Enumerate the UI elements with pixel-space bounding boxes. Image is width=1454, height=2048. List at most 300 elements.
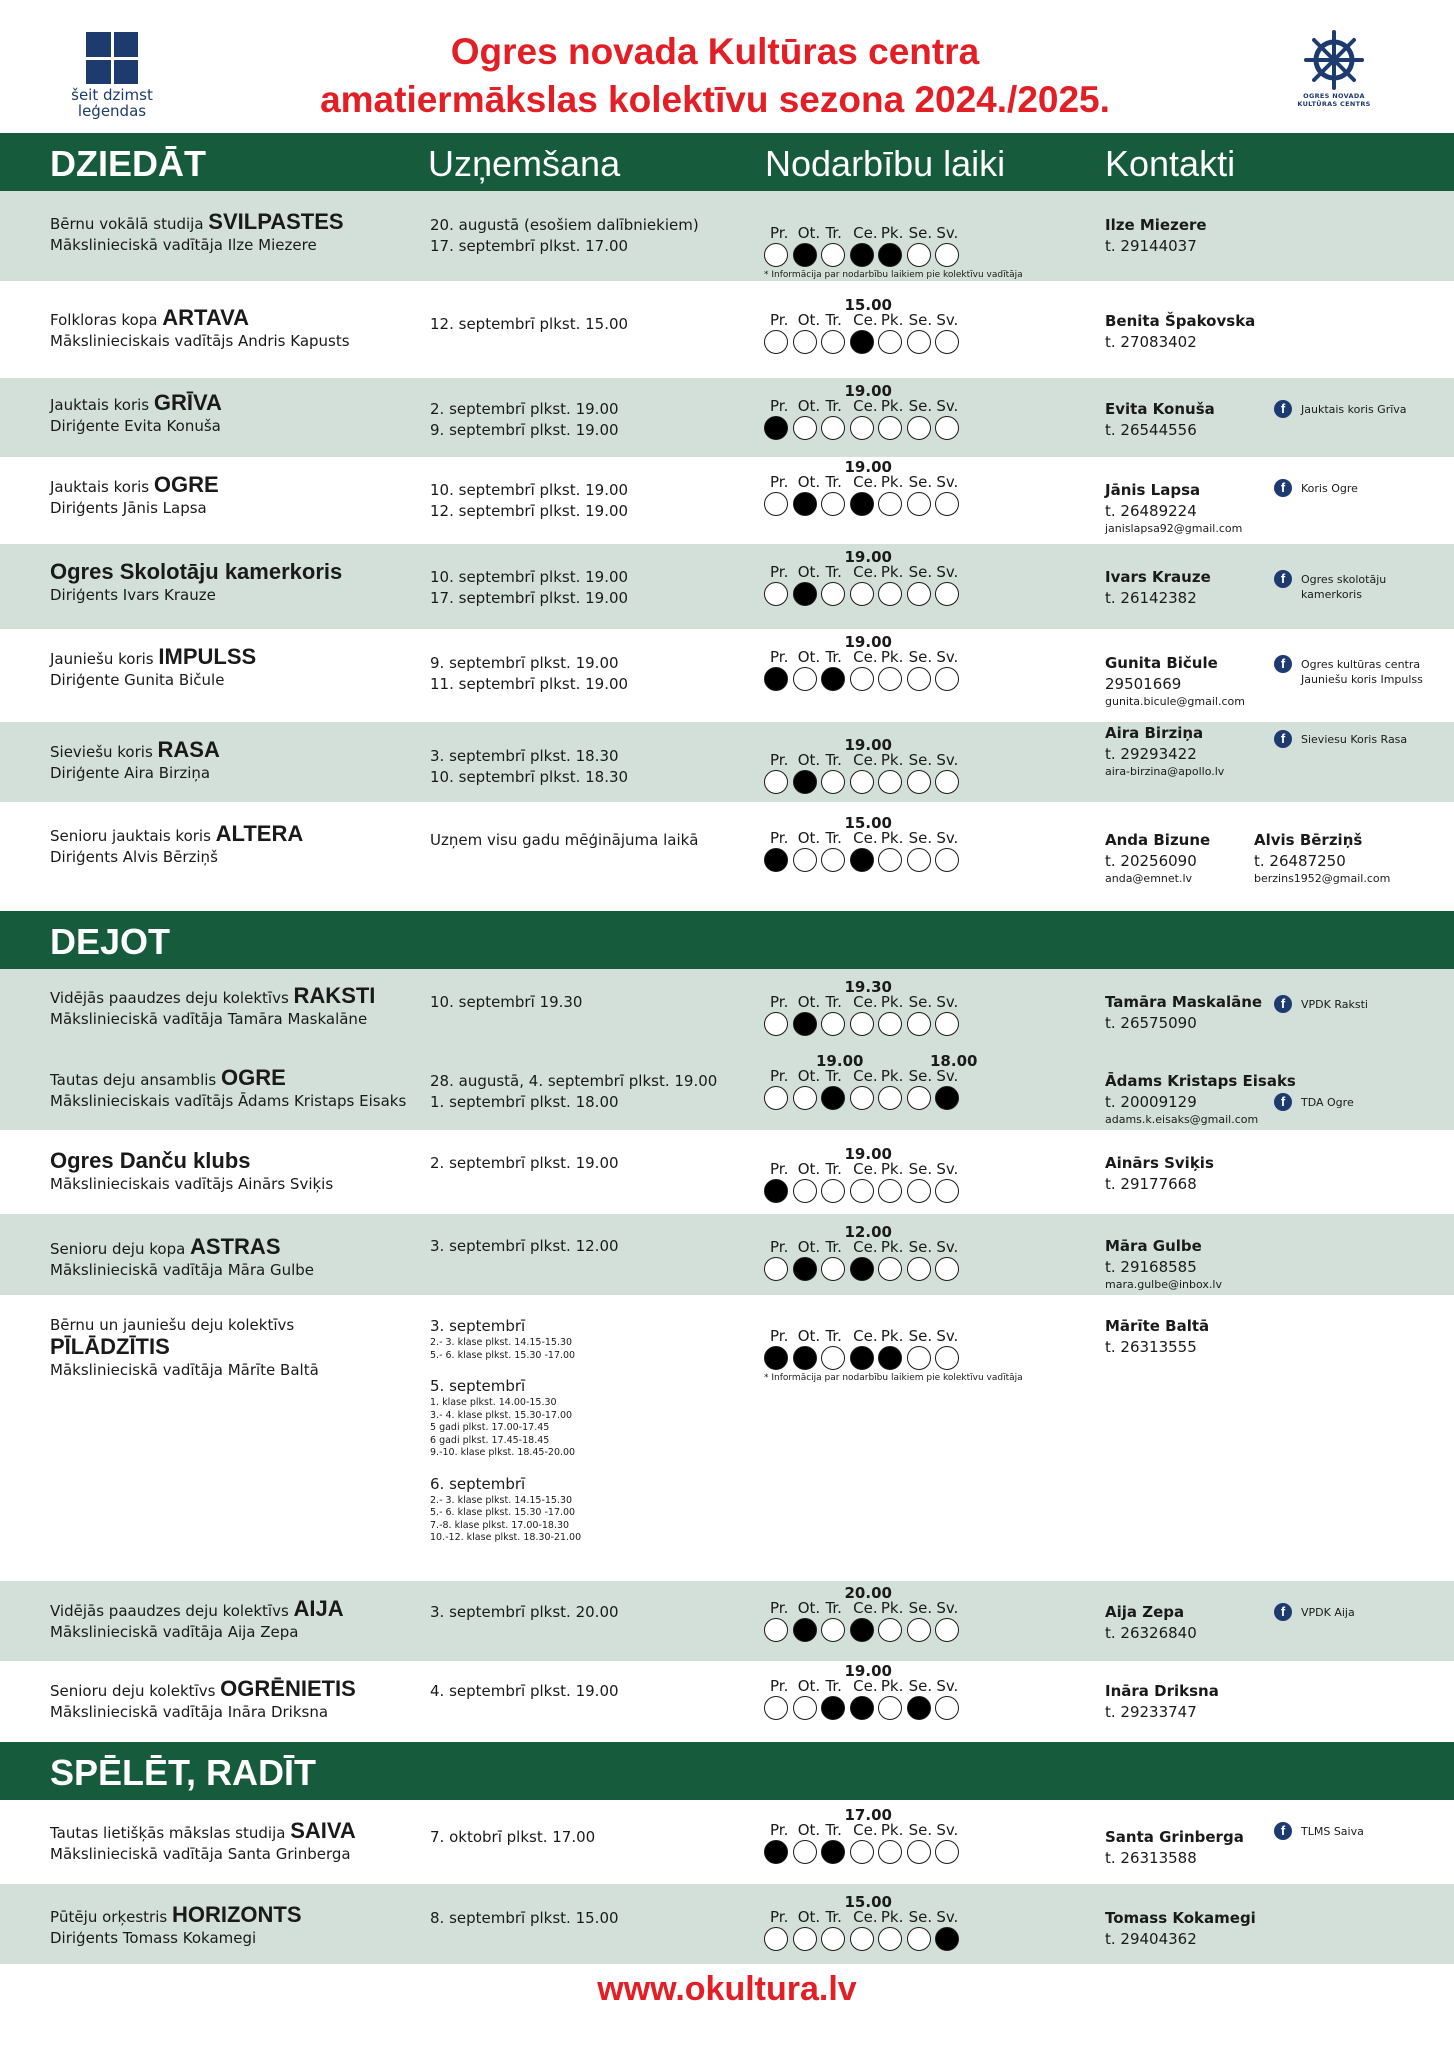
day-indicators — [764, 848, 964, 872]
day-indicator — [850, 416, 874, 440]
contact-phone[interactable]: t. 29144037 — [1105, 237, 1197, 255]
day-label: Pk. — [880, 397, 904, 415]
day-label: Se. — [908, 1160, 933, 1178]
table-row — [0, 544, 1454, 629]
day-label: Se. — [908, 993, 933, 1011]
day-indicator — [850, 1179, 874, 1203]
day-indicator — [793, 1696, 817, 1720]
contact-info — [1105, 830, 1210, 886]
day-label: Se. — [908, 1067, 933, 1085]
day-label: Sv. — [936, 1160, 959, 1178]
day-indicator — [935, 330, 959, 354]
weekly-schedule — [764, 1806, 964, 1864]
day-indicator — [935, 770, 959, 794]
weekly-schedule — [764, 1052, 978, 1110]
ensemble-title: ASTRAS — [190, 1234, 281, 1259]
day-label: Tr. — [825, 1677, 842, 1695]
weekly-schedule — [764, 548, 964, 606]
admission-date: 2. septembrī plkst. 19.00 — [430, 1154, 619, 1172]
logo-slogan-line: šeit dzimst — [71, 86, 153, 104]
day-label: Pk. — [880, 473, 904, 491]
contact-info-secondary — [1254, 830, 1390, 886]
contact-phone[interactable]: t. 26142382 — [1105, 589, 1197, 607]
day-indicator-active — [793, 492, 817, 516]
day-indicator — [878, 1618, 902, 1642]
day-indicator-active — [821, 1086, 845, 1110]
admission-info — [430, 1681, 619, 1702]
weekly-schedule — [764, 1223, 964, 1281]
day-indicator-active — [764, 848, 788, 872]
day-indicator — [907, 330, 931, 354]
contact-email[interactable]: mara.gulbe@inbox.lv — [1105, 1278, 1222, 1291]
day-indicator — [821, 1618, 845, 1642]
admission-date: 5. septembrī — [430, 1377, 526, 1395]
contact-phone[interactable]: t. 26326840 — [1105, 1624, 1197, 1642]
day-indicator — [821, 770, 845, 794]
day-indicator — [935, 667, 959, 691]
table-row — [0, 281, 1454, 378]
day-label: Ce. — [853, 397, 878, 415]
ensemble-name — [50, 1067, 406, 1112]
facebook-link[interactable] — [1274, 1093, 1354, 1111]
contact-phone[interactable]: 29501669 — [1105, 675, 1182, 693]
contact-name: Tamāra Maskalāne — [1105, 993, 1263, 1011]
admission-date: 10. septembrī 19.30 — [430, 993, 583, 1011]
contact-name: Aira Birziņa — [1105, 724, 1204, 742]
day-label: Ot. — [797, 1238, 821, 1256]
facebook-page-line: Ogres kultūras centra — [1301, 658, 1421, 671]
admission-info — [430, 653, 628, 695]
ensemble-name — [50, 1820, 356, 1865]
day-label: Sv. — [936, 563, 959, 581]
day-label: Pr. — [770, 1599, 789, 1617]
day-indicator — [935, 1257, 959, 1281]
day-labels — [770, 830, 964, 846]
admission-slot: 5 gadi plkst. 17.00-17.45 — [430, 1422, 550, 1433]
admission-info — [430, 746, 628, 788]
day-indicator — [935, 1696, 959, 1720]
table-row — [0, 457, 1454, 544]
section-title: SPĒLĒT, RADĪT — [50, 1752, 317, 1793]
ensemble-title: RAKSTI — [293, 983, 376, 1008]
day-indicators — [764, 667, 964, 691]
day-label: Pk. — [880, 993, 904, 1011]
facebook-icon: f — [1274, 1822, 1292, 1840]
day-indicator — [850, 1012, 874, 1036]
schedule-hours — [764, 633, 964, 649]
ensemble-title-line — [50, 1150, 333, 1174]
schedule-hours — [764, 458, 964, 474]
day-indicator — [793, 1840, 817, 1864]
schedule-time: 17.00 — [844, 1806, 892, 1824]
contact-phone[interactable]: t. 29233747 — [1105, 1703, 1197, 1721]
ensemble-type: Tautas lietišķās mākslas studija — [50, 1824, 291, 1842]
ensemble-leader: Diriģents Ivars Krauze — [50, 586, 216, 604]
day-labels — [770, 564, 964, 580]
contact-phone[interactable]: t. 29293422 — [1105, 745, 1197, 763]
ensemble-leader: Diriģents Tomass Kokamegi — [50, 1929, 257, 1947]
day-indicator — [764, 1618, 788, 1642]
contact-phone[interactable]: t. 26313588 — [1105, 1849, 1197, 1867]
contact-info — [1105, 399, 1215, 441]
weekly-schedule — [764, 382, 964, 440]
day-indicator — [850, 770, 874, 794]
ensemble-title: SAIVA — [290, 1818, 356, 1843]
table-row — [0, 1661, 1454, 1742]
ensemble-title: Ogres Danču klubs — [50, 1148, 251, 1173]
facebook-link[interactable] — [1274, 1603, 1355, 1621]
day-indicator-active — [821, 1840, 845, 1864]
ensemble-title-line — [50, 211, 344, 235]
day-label: Pr. — [770, 397, 789, 415]
admission-date: 10. septembrī plkst. 19.00 — [430, 481, 629, 499]
table-row — [0, 722, 1454, 802]
day-label: Ce. — [853, 563, 878, 581]
day-indicator-active — [850, 848, 874, 872]
day-indicators — [764, 243, 964, 267]
column-header-schedule: Nodarbību laiki — [765, 143, 1006, 184]
spacer — [430, 1460, 581, 1474]
day-label: Ot. — [797, 1599, 821, 1617]
day-label: Se. — [908, 473, 933, 491]
day-label: Pr. — [770, 993, 789, 1011]
day-label: Sv. — [936, 311, 959, 329]
day-indicator — [878, 848, 902, 872]
day-indicator — [907, 1618, 931, 1642]
facebook-page-line: Jauniešu koris Impulss — [1301, 673, 1423, 686]
day-indicator — [935, 416, 959, 440]
ensemble-type: Vidējās paaudzes deju kolektīvs — [50, 1602, 294, 1620]
ensemble-title-line — [50, 739, 220, 763]
ensemble-title: IMPULSS — [158, 644, 257, 669]
admission-info — [430, 830, 699, 851]
ensemble-name — [50, 1904, 302, 1949]
ensemble-type: Pūtēju orķestris — [50, 1908, 172, 1926]
ensemble-leader: Diriģente Evita Konuša — [50, 417, 221, 435]
ensemble-name — [50, 1315, 319, 1381]
ensemble-leader: Mākslinieciskais vadītājs Ādams Kristaps Eisaks — [50, 1092, 407, 1110]
day-indicator-active — [935, 1086, 959, 1110]
day-indicators — [764, 1012, 964, 1036]
admission-info — [430, 992, 582, 1013]
facebook-page-name — [1301, 1605, 1355, 1620]
contact-name: Santa Grinberga — [1105, 1828, 1244, 1846]
schedule-time: 19.00 — [844, 1662, 892, 1680]
day-label: Se. — [908, 563, 933, 581]
day-indicator — [764, 243, 788, 267]
day-indicator — [907, 667, 931, 691]
website-link[interactable]: www.okultura.lv — [597, 1970, 857, 2008]
section-title: DEJOT — [50, 921, 171, 962]
admission-slot: 6 gadi plkst. 17.45-18.45 — [430, 1434, 550, 1446]
contact-info — [1105, 992, 1262, 1034]
day-indicator — [878, 1179, 902, 1203]
weekly-schedule — [764, 814, 964, 872]
facebook-page-line: Jauktais koris Grīva — [1301, 403, 1407, 416]
day-label: Ot. — [797, 648, 821, 666]
contact-phone[interactable]: t. 26544556 — [1105, 421, 1197, 439]
schedule-time: 15.00 — [844, 296, 892, 314]
day-indicator-active — [764, 1346, 788, 1370]
schedule-time: 15.00 — [844, 814, 892, 832]
ensemble-type: Folkloras kopa — [50, 311, 163, 329]
day-indicator — [907, 848, 931, 872]
day-label: Se. — [908, 751, 933, 769]
contact-name: Anda Bizune — [1105, 831, 1211, 849]
facebook-page-name — [1301, 481, 1358, 496]
day-label: Ce. — [853, 1327, 878, 1345]
day-label: Ot. — [797, 1821, 821, 1839]
contact-phone[interactable]: t. 26487250 — [1254, 852, 1346, 870]
facebook-link[interactable] — [1274, 730, 1407, 748]
day-labels — [770, 1328, 964, 1344]
day-indicator — [850, 1086, 874, 1110]
admission-info — [430, 567, 628, 609]
facebook-page-line: VPDK Aija — [1301, 1606, 1355, 1619]
contact-phone[interactable]: t. 20256090 — [1105, 852, 1197, 870]
day-label: Tr. — [825, 648, 842, 666]
day-label: Sv. — [936, 1327, 959, 1345]
day-indicator-active — [850, 1346, 874, 1370]
day-labels — [770, 1822, 964, 1838]
ensemble-title-line — [50, 1336, 319, 1360]
day-indicators — [764, 1840, 964, 1864]
day-indicator — [907, 1179, 931, 1203]
contact-email[interactable]: gunita.bicule@gmail.com — [1105, 695, 1245, 708]
day-label: Tr. — [825, 1067, 842, 1085]
weekly-schedule — [764, 1145, 964, 1203]
contact-info — [1105, 1681, 1219, 1723]
day-indicator-active — [764, 416, 788, 440]
facebook-page-line: VPDK Raksti — [1301, 998, 1368, 1011]
day-indicator-active — [793, 1346, 817, 1370]
facebook-link[interactable] — [1274, 655, 1423, 687]
day-label: Tr. — [825, 993, 842, 1011]
day-indicator — [764, 770, 788, 794]
admission-date: 9. septembrī plkst. 19.00 — [430, 654, 619, 672]
day-indicator — [935, 1840, 959, 1864]
day-label: Pr. — [770, 1067, 789, 1085]
facebook-page-name — [1301, 732, 1407, 747]
table-row — [0, 1581, 1454, 1661]
day-label: Se. — [908, 397, 933, 415]
schedule-note: * Informācija par nodarbību laikiem pie kolektīvu vadītāja — [764, 270, 1023, 280]
facebook-page-name — [1301, 1824, 1364, 1839]
facebook-link[interactable] — [1274, 1822, 1364, 1840]
contact-email[interactable]: adams.k.eisaks@gmail.com — [1105, 1113, 1259, 1126]
day-label: Pk. — [880, 1067, 904, 1085]
day-label: Pr. — [770, 1821, 789, 1839]
ensemble-title-line — [50, 646, 256, 670]
ensemble-type: Jauktais koris — [50, 478, 154, 496]
ensemble-leader: Diriģents Alvis Bērziņš — [50, 848, 218, 866]
contact-info — [1105, 480, 1242, 536]
facebook-page-line: Ogres skolotāju — [1301, 573, 1387, 586]
day-indicator — [878, 492, 902, 516]
facebook-page-name — [1301, 572, 1386, 602]
contact-email[interactable]: berzins1952@gmail.com — [1254, 872, 1391, 885]
day-indicator — [764, 492, 788, 516]
schedule-time: 20.00 — [844, 1584, 892, 1602]
weekly-schedule — [764, 458, 964, 516]
schedule-time: 18.00 — [930, 1052, 978, 1070]
facebook-page-name — [1301, 997, 1368, 1012]
admission-info — [430, 480, 628, 522]
day-label: Se. — [908, 1327, 933, 1345]
spacer — [430, 1362, 581, 1376]
facebook-link[interactable] — [1274, 570, 1386, 602]
day-label: Ot. — [797, 224, 821, 242]
day-indicator-active — [793, 1012, 817, 1036]
table-row — [0, 1050, 1454, 1130]
ensemble-title: AIJA — [293, 1596, 344, 1621]
contact-name: Jānis Lapsa — [1105, 481, 1201, 499]
day-indicator-active — [850, 492, 874, 516]
contact-phone[interactable]: t. 29177668 — [1105, 1175, 1197, 1193]
day-label: Pr. — [770, 1238, 789, 1256]
contact-phone[interactable]: t. 29168585 — [1105, 1258, 1197, 1276]
contact-phone[interactable]: t. 26575090 — [1105, 1014, 1197, 1032]
ship-wheel-icon — [1302, 28, 1366, 92]
contact-email[interactable]: anda@emnet.lv — [1105, 872, 1193, 885]
day-indicator-active — [821, 667, 845, 691]
day-indicators — [764, 492, 964, 516]
ensemble-type: Senioru deju kopa — [50, 1240, 191, 1258]
contact-phone[interactable]: t. 27083402 — [1105, 333, 1197, 351]
schedule-hours — [764, 1806, 964, 1822]
day-indicator — [935, 1012, 959, 1036]
day-indicator — [764, 582, 788, 606]
day-label: Se. — [908, 829, 933, 847]
day-labels — [770, 1161, 964, 1177]
ensemble-leader: Mākslinieciskais vadītājs Ainārs Sviķis — [50, 1175, 334, 1193]
ensemble-name — [50, 823, 303, 868]
admission-slot: 1. klase plkst. 14.00-15.30 — [430, 1397, 557, 1408]
ensemble-type: Senioru jauktais koris — [50, 827, 216, 845]
day-label: Tr. — [825, 311, 842, 329]
facebook-page-line: kamerkoris — [1301, 588, 1362, 601]
contact-name: Ilze Miezere — [1105, 216, 1207, 234]
ogre-logo — [62, 32, 162, 122]
weekly-schedule — [764, 1312, 1023, 1383]
contact-info — [1105, 1316, 1209, 1358]
facebook-link[interactable] — [1274, 995, 1368, 1013]
day-label: Tr. — [825, 397, 842, 415]
day-indicator-active — [878, 1346, 902, 1370]
contact-phone[interactable]: t. 26489224 — [1105, 502, 1197, 520]
day-label: Se. — [908, 311, 933, 329]
day-indicator-active — [907, 1696, 931, 1720]
day-indicators — [764, 1257, 964, 1281]
schedule-time: 19.30 — [844, 978, 892, 996]
schedule-time: 19.00 — [844, 736, 892, 754]
day-label: Tr. — [825, 473, 842, 491]
day-indicator-active — [793, 243, 817, 267]
day-label: Sv. — [936, 993, 959, 1011]
day-label: Tr. — [825, 1599, 842, 1617]
day-label: Pr. — [770, 224, 789, 242]
contact-phone[interactable]: t. 20009129 — [1105, 1093, 1197, 1111]
day-indicator — [793, 1086, 817, 1110]
day-label: Pr. — [770, 751, 789, 769]
schedule-hours — [764, 1662, 964, 1678]
day-indicator — [793, 1927, 817, 1951]
day-indicator-active — [935, 1927, 959, 1951]
ensemble-leader: Mākslinieciskā vadītāja Māra Gulbe — [50, 1261, 315, 1279]
contact-name: Ainārs Sviķis — [1105, 1154, 1214, 1172]
facebook-link[interactable] — [1274, 479, 1358, 497]
day-label: Ot. — [797, 1677, 821, 1695]
contact-phone[interactable]: t. 26313555 — [1105, 1338, 1197, 1356]
day-indicator — [907, 1257, 931, 1281]
day-indicator — [821, 582, 845, 606]
admission-slot: 10.-12. klase plkst. 18.30-21.00 — [430, 1532, 582, 1543]
ensemble-name — [50, 211, 344, 256]
day-indicator — [821, 848, 845, 872]
day-label: Ot. — [797, 1067, 821, 1085]
admission-date: 6. septembrī — [430, 1474, 526, 1493]
ensemble-title-line — [50, 823, 303, 847]
day-label: Sv. — [936, 1908, 959, 1926]
contact-name: Evita Konuša — [1105, 400, 1215, 418]
day-label: Tr. — [825, 751, 842, 769]
day-indicator — [878, 1086, 902, 1110]
day-label: Ce. — [853, 1599, 878, 1617]
day-label: Pk. — [880, 224, 904, 242]
admission-slot: 7.-8. klase plkst. 17.00-18.30 — [430, 1519, 570, 1531]
day-label: Ot. — [797, 311, 821, 329]
schedule-time: 19.00 — [844, 382, 892, 400]
admission-date: 3. septembrī plkst. 20.00 — [430, 1603, 619, 1621]
contact-info — [1105, 1153, 1214, 1195]
day-label: Se. — [908, 648, 933, 666]
schedule-time: 19.00 — [844, 548, 892, 566]
day-label: Pk. — [880, 1238, 904, 1256]
ensemble-leader: Mākslinieciskais vadītājs Andris Kapusts — [50, 332, 350, 350]
contact-phone[interactable]: t. 29404362 — [1105, 1930, 1197, 1948]
ensemble-title: HORIZONTS — [171, 1902, 302, 1927]
day-indicator — [878, 770, 902, 794]
schedule-hours — [764, 1145, 964, 1161]
section-bar-play — [0, 1742, 1454, 1800]
admission-info — [430, 1153, 619, 1174]
day-label: Sv. — [936, 1599, 959, 1617]
day-indicator — [821, 416, 845, 440]
day-label: Pr. — [770, 1908, 789, 1926]
day-indicators — [764, 416, 964, 440]
admission-info — [430, 215, 699, 257]
logo-slogan-line: leģendas — [77, 102, 147, 120]
admission-date: 3. septembrī plkst. 18.30 — [430, 747, 619, 765]
day-label: Ot. — [797, 473, 821, 491]
day-indicator — [878, 416, 902, 440]
contact-email[interactable]: aira-birzina@apollo.lv — [1105, 765, 1225, 778]
contact-email[interactable]: janislapsa92@gmail.com — [1105, 522, 1243, 535]
day-label: Tr. — [825, 829, 842, 847]
contact-info — [1105, 311, 1255, 353]
schedule-time: 15.00 — [844, 1893, 892, 1911]
day-indicator — [821, 1012, 845, 1036]
ensemble-name — [50, 739, 220, 784]
day-label: Sv. — [936, 1238, 959, 1256]
facebook-link[interactable] — [1274, 400, 1407, 418]
ensemble-title: OGRE — [220, 1065, 286, 1090]
day-indicator — [935, 848, 959, 872]
day-indicators — [764, 1179, 964, 1203]
admission-info — [430, 1602, 619, 1623]
day-indicator — [793, 848, 817, 872]
day-indicator-active — [793, 582, 817, 606]
